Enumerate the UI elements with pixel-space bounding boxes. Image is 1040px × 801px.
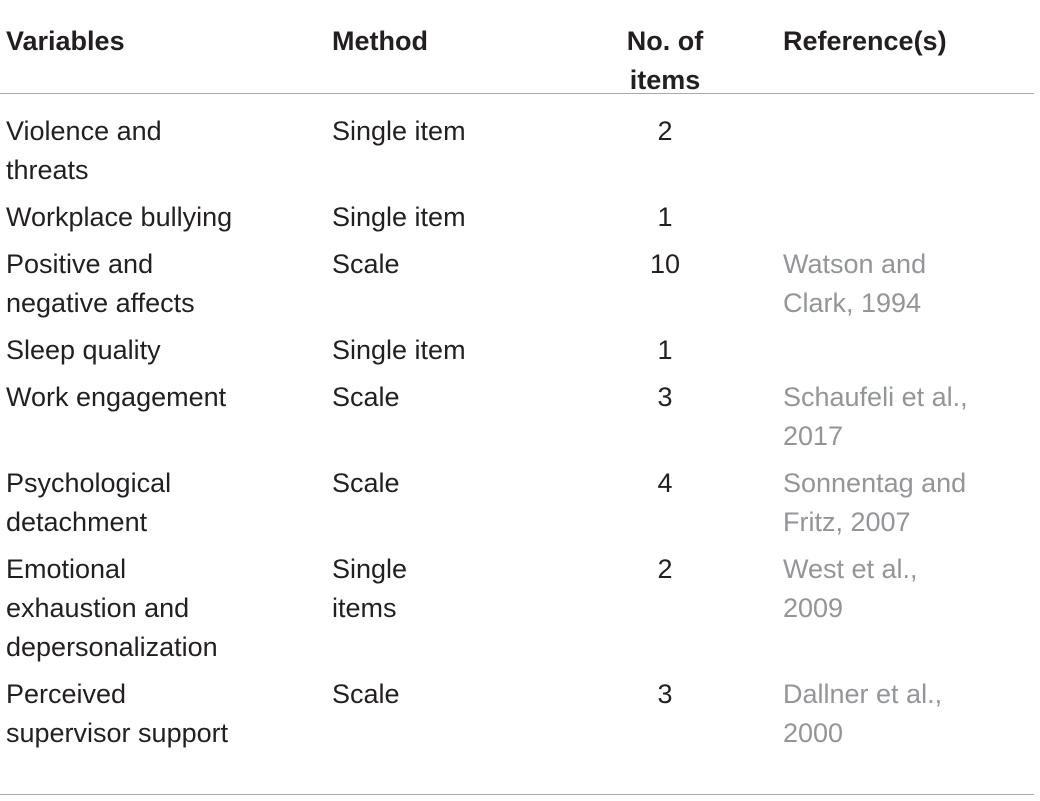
cell-variable — [0, 550, 332, 667]
cell-method — [332, 378, 547, 456]
cell-variable — [0, 378, 332, 456]
cell-variable — [0, 112, 332, 190]
cell-method-line: Single item — [332, 335, 466, 365]
cell-variable-line: detachment — [6, 507, 148, 537]
header-references: Reference(s) — [783, 26, 947, 56]
cell-reference — [783, 675, 1034, 753]
table-header-row — [0, 0, 1034, 94]
table-row — [0, 550, 1034, 675]
cell-reference — [783, 464, 1034, 542]
header-variables: Variables — [6, 26, 125, 56]
cell-variable-line: Psychological — [6, 468, 172, 498]
cell-reference-line: 2009 — [783, 593, 844, 623]
cell-method — [332, 112, 547, 190]
cell-items — [547, 378, 783, 456]
cell-items-value: 4 — [657, 468, 673, 498]
cell-items — [547, 675, 783, 753]
cell-variable — [0, 675, 332, 753]
table-row — [0, 464, 1034, 550]
cell-items-value: 3 — [657, 679, 673, 709]
cell-items-value: 2 — [657, 554, 673, 584]
cell-variable-line: Emotional — [6, 554, 127, 584]
cell-items-value: 1 — [657, 335, 673, 365]
cell-variable-line: Sleep quality — [6, 335, 161, 365]
cell-reference-line: Sonnentag and — [783, 468, 967, 498]
table-bottom-rule — [0, 794, 1034, 795]
cell-items — [547, 198, 783, 237]
cell-method-line: Scale — [332, 679, 400, 709]
table-body — [0, 94, 1034, 761]
table-row — [0, 245, 1034, 331]
table-row — [0, 331, 1034, 378]
cell-method — [332, 550, 547, 667]
header-method: Method — [332, 26, 428, 56]
cell-method-line: Scale — [332, 382, 400, 412]
cell-items — [547, 331, 783, 370]
cell-variable-line: Workplace bullying — [6, 202, 233, 232]
cell-variable-line: Violence and — [6, 116, 162, 146]
cell-items — [547, 112, 783, 190]
cell-reference — [783, 198, 1034, 237]
cell-reference-line: Fritz, 2007 — [783, 507, 911, 537]
cell-items-value: 3 — [657, 382, 673, 412]
cell-reference-line: Watson and — [783, 249, 927, 279]
cell-reference — [783, 550, 1034, 667]
cell-method-line: Single item — [332, 202, 466, 232]
cell-variable-line: depersonalization — [6, 632, 218, 662]
header-items-line1: No. of — [626, 26, 704, 56]
cell-items — [547, 245, 783, 323]
cell-variable-line: negative affects — [6, 288, 195, 318]
table-row — [0, 675, 1034, 761]
cell-variable-line: Positive and — [6, 249, 154, 279]
cell-items-value: 2 — [657, 116, 673, 146]
cell-items-value: 1 — [657, 202, 673, 232]
cell-method — [332, 675, 547, 753]
cell-reference — [783, 378, 1034, 456]
header-items-line2: items — [629, 65, 701, 95]
cell-variable-line: exhaustion and — [6, 593, 190, 623]
cell-method-line: Scale — [332, 468, 400, 498]
cell-reference — [783, 112, 1034, 190]
cell-variable-line: Perceived — [6, 679, 127, 709]
cell-reference-line: West et al., — [783, 554, 918, 584]
header-items — [547, 22, 783, 93]
cell-method — [332, 331, 547, 370]
cell-method — [332, 198, 547, 237]
cell-items-value: 10 — [649, 249, 681, 279]
cell-method-line: items — [332, 593, 397, 623]
cell-variable — [0, 245, 332, 323]
cell-reference — [783, 331, 1034, 370]
cell-variable — [0, 198, 332, 237]
cell-items — [547, 464, 783, 542]
cell-variable-line: supervisor support — [6, 718, 229, 748]
cell-method-line: Single — [332, 554, 408, 584]
cell-reference-line: Schaufeli et al., — [783, 382, 968, 412]
cell-items — [547, 550, 783, 667]
cell-method — [332, 245, 547, 323]
cell-variable — [0, 331, 332, 370]
table-row — [0, 112, 1034, 198]
table-row — [0, 378, 1034, 464]
cell-variable-line: Work engagement — [6, 382, 227, 412]
cell-method-line: Single item — [332, 116, 466, 146]
cell-variable-line: threats — [6, 155, 89, 185]
cell-reference-line: Clark, 1994 — [783, 288, 922, 318]
cell-reference — [783, 245, 1034, 323]
cell-reference-line: 2017 — [783, 421, 844, 451]
cell-method-line: Scale — [332, 249, 400, 279]
cell-reference-line: 2000 — [783, 718, 844, 748]
cell-variable — [0, 464, 332, 542]
cell-method — [332, 464, 547, 542]
table-row — [0, 198, 1034, 245]
cell-reference-line: Dallner et al., — [783, 679, 943, 709]
